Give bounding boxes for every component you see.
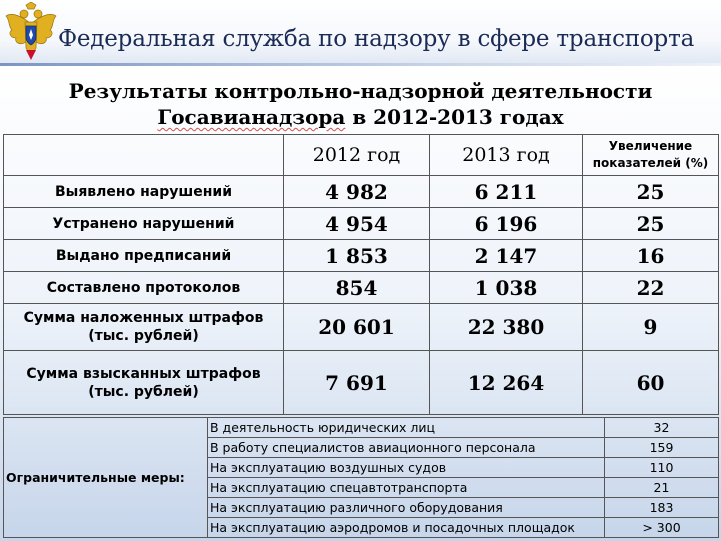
cell-2013: 6 196	[430, 208, 583, 240]
row-label: Выявлено нарушений	[4, 176, 284, 208]
measure-value: 21	[605, 478, 719, 498]
measure-value: > 300	[605, 518, 719, 538]
cell-increase: 16	[583, 240, 719, 272]
measure-name: В деятельность юридических лиц	[208, 418, 605, 438]
cell-increase: 25	[583, 208, 719, 240]
cell-2013: 2 147	[430, 240, 583, 272]
cell-2012: 854	[284, 272, 430, 304]
measures-label: Ограничительные меры:	[4, 418, 208, 538]
measure-name: На эксплуатацию воздушных судов	[208, 458, 605, 478]
table-row	[4, 351, 719, 415]
restrictive-measures-table	[3, 417, 719, 538]
cell-2013: 6 211	[430, 176, 583, 208]
measure-value: 159	[605, 438, 719, 458]
table-header-2012: 2012 год	[284, 135, 430, 176]
table-row	[4, 240, 719, 272]
table-header-row	[4, 135, 719, 176]
measure-value: 110	[605, 458, 719, 478]
measure-value: 183	[605, 498, 719, 518]
slide-title-agency: Госавианадзора	[157, 105, 346, 129]
measure-name: На эксплуатацию различного оборудования	[208, 498, 605, 518]
measure-name: На эксплуатацию спецавтотранспорта	[208, 478, 605, 498]
table-header-2013: 2013 год	[430, 135, 583, 176]
cell-2013: 12 264	[430, 351, 583, 415]
slide-title-line1: Результаты контрольно-надзорной деятельности	[68, 79, 653, 103]
slide-title	[0, 78, 721, 130]
table-row	[4, 304, 719, 351]
cell-2013: 22 380	[430, 304, 583, 351]
measure-name: На эксплуатацию аэродромов и посадочных площадок	[208, 518, 605, 538]
row-label: Устранено нарушений	[4, 208, 284, 240]
row-label: Сумма наложенных штрафов (тыс. рублей)	[4, 304, 284, 351]
cell-2013: 1 038	[430, 272, 583, 304]
measures-row	[4, 418, 719, 438]
cell-increase: 9	[583, 304, 719, 351]
results-table	[3, 134, 719, 415]
row-label: Составлено протоколов	[4, 272, 284, 304]
cell-2012: 20 601	[284, 304, 430, 351]
cell-2012: 4 954	[284, 208, 430, 240]
row-label: Сумма взысканных штрафов (тыс. рублей)	[4, 351, 284, 415]
measure-name: В работу специалистов авиационного персонала	[208, 438, 605, 458]
header-bar	[0, 0, 721, 66]
table-header-empty	[4, 135, 284, 176]
slide-title-period: в 2012-2013 годах	[345, 105, 564, 129]
row-label: Выдано предписаний	[4, 240, 284, 272]
measure-value: 32	[605, 418, 719, 438]
table-header-increase: Увеличение показателей (%)	[583, 135, 719, 176]
slide-title-line2	[0, 104, 721, 130]
table-row	[4, 176, 719, 208]
agency-title: Федеральная служба по надзору в сфере транспорта	[58, 26, 695, 52]
cell-2012: 4 982	[284, 176, 430, 208]
cell-increase: 25	[583, 176, 719, 208]
cell-2012: 7 691	[284, 351, 430, 415]
cell-increase: 60	[583, 351, 719, 415]
table-row	[4, 272, 719, 304]
table-row	[4, 208, 719, 240]
header-divider	[0, 63, 721, 66]
cell-increase: 22	[583, 272, 719, 304]
eagle-emblem-icon	[4, 2, 58, 62]
cell-2012: 1 853	[284, 240, 430, 272]
